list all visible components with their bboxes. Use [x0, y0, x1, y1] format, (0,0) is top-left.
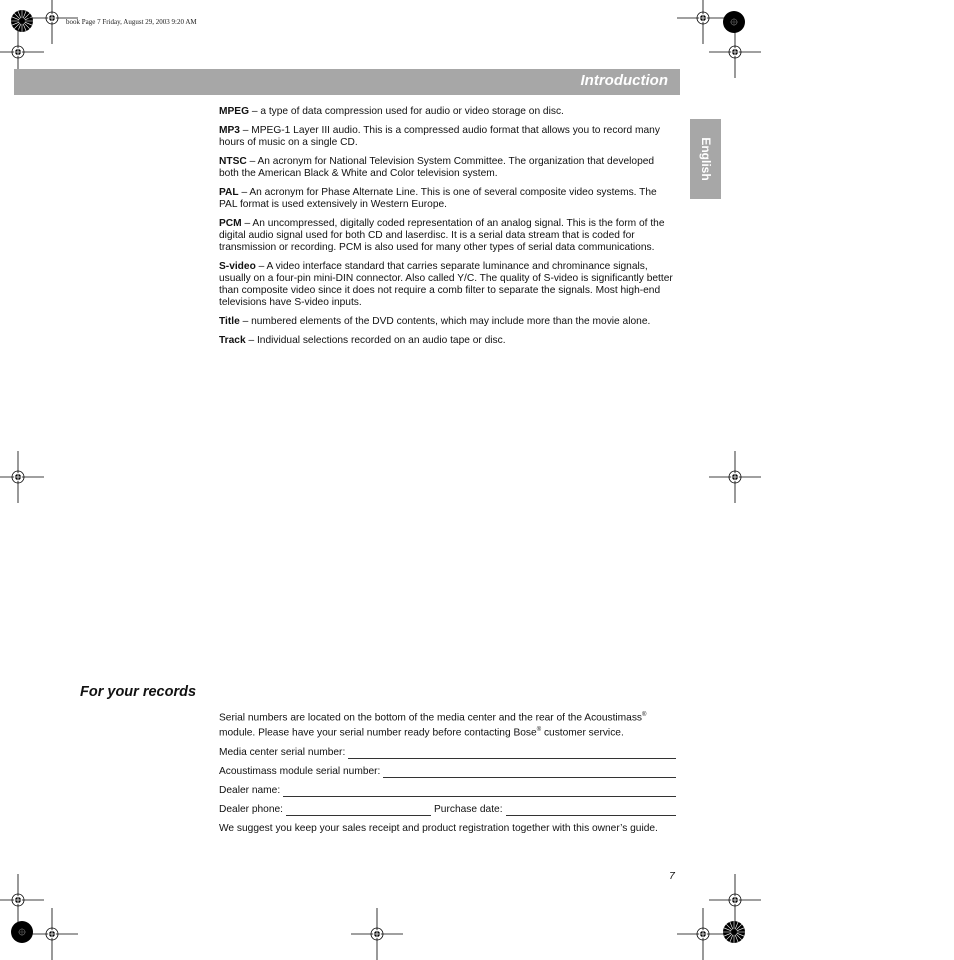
dealer-phone-row: [219, 804, 676, 816]
crosshair-registration-mark-right-middle: [709, 451, 761, 503]
glossary-list: [219, 106, 676, 354]
acoustimass-serial-label: Acoustimass module serial number:: [219, 765, 381, 777]
records-intro: [219, 709, 676, 740]
glossary-entry-pcm: [219, 218, 676, 254]
records-intro-text: module. Please have your serial number ready before contacting Bose: [219, 727, 537, 739]
purchase-date-label: Purchase date:: [434, 803, 503, 815]
glossary-entry-title: [219, 316, 676, 328]
glossary-definition: – MPEG-1 Layer III audio. This is a compressed audio format that allows you to record many hours of music on a single CD.: [219, 125, 660, 148]
media-center-serial-row: [219, 747, 676, 759]
glossary-term: PAL: [219, 187, 239, 198]
glossary-term: S-video: [219, 261, 256, 272]
dealer-phone-blank: [286, 805, 431, 816]
registered-trademark: ®: [642, 712, 647, 718]
glossary-entry-mp3: [219, 125, 676, 149]
glossary-entry-track: [219, 335, 676, 347]
crosshair-registration-mark-bottom-center: [351, 908, 403, 960]
acoustimass-serial-row: [219, 766, 676, 778]
glossary-definition: – An uncompressed, digitally coded representation of an analog signal. This is the form of the digital audio signal used for both CD and laserdisc. It is a serial data stream that is coded for transmission or recording. PCM is also used for many other types of serial data communications.: [219, 218, 665, 253]
records-section: [219, 709, 676, 842]
dealer-phone-label: Dealer phone:: [219, 803, 284, 815]
glossary-definition: – An acronym for Phase Alternate Line. This is one of several composite video systems. The PAL format is used extensively in Western Europe.: [219, 187, 657, 210]
section-header-bar: [14, 69, 680, 95]
glossary-entry-ntsc: [219, 156, 676, 180]
media-center-serial-blank: [348, 748, 676, 759]
glossary-entry-pal: [219, 187, 676, 211]
glossary-term: MP3: [219, 125, 240, 136]
purchase-date-blank: [506, 805, 676, 816]
print-slug: book Page 7 Friday, August 29, 2003 9:20 AM: [66, 18, 197, 26]
starburst-registration-mark-bottom-right: [722, 920, 746, 944]
dealer-name-blank: [283, 786, 676, 797]
glossary-term: PCM: [219, 218, 242, 229]
glossary-term: NTSC: [219, 156, 247, 167]
language-tab-label: English: [698, 137, 713, 181]
media-center-serial-label: Media center serial number:: [219, 746, 346, 758]
crosshair-registration-mark-bottom-left: [26, 908, 78, 960]
glossary-definition: – a type of data compression used for audio or video storage on disc.: [249, 106, 564, 117]
records-closing: We suggest you keep your sales receipt and product registration together with this owner’s guide.: [219, 822, 658, 834]
crosshair-registration-mark-right-upper: [709, 26, 761, 78]
glossary-definition: – A video interface standard that carries separate luminance and chrominance signals, usually on a four-pin mini-DIN connector. Also called Y/C. The quality of S-video is significantly better than composite video since it does not require a comb filter to separate the signals. Most high-end televisions have S-video inputs.: [219, 261, 673, 308]
glossary-entry-mpeg: [219, 106, 676, 118]
dealer-name-row: [219, 785, 676, 797]
glossary-term: Track: [219, 335, 246, 346]
records-intro-text: customer service.: [541, 727, 624, 739]
section-title-introduction: Introduction: [580, 72, 668, 89]
glossary-definition: – An acronym for National Television System Committee. The organization that developed both the American Black & White and Color television system.: [219, 156, 655, 179]
glossary-definition: – numbered elements of the DVD contents, which may include more than the movie alone.: [239, 316, 651, 327]
page-number: 7: [669, 870, 675, 882]
language-tab: [690, 119, 721, 199]
crosshair-registration-mark-left-middle: [0, 451, 44, 503]
glossary-term: MPEG: [219, 106, 250, 117]
registered-trademark: ®: [536, 727, 542, 734]
records-heading: For your records: [80, 684, 197, 700]
glossary-term: Title: [219, 316, 240, 327]
glossary-entry-s-video: [219, 261, 676, 309]
records-intro-text: Serial numbers are located on the bottom of the media center and the rear of the Acoustimass: [219, 712, 643, 724]
dealer-name-label: Dealer name:: [219, 784, 281, 796]
acoustimass-serial-blank: [383, 767, 676, 778]
glossary-definition: – Individual selections recorded on an audio tape or disc.: [245, 335, 506, 346]
